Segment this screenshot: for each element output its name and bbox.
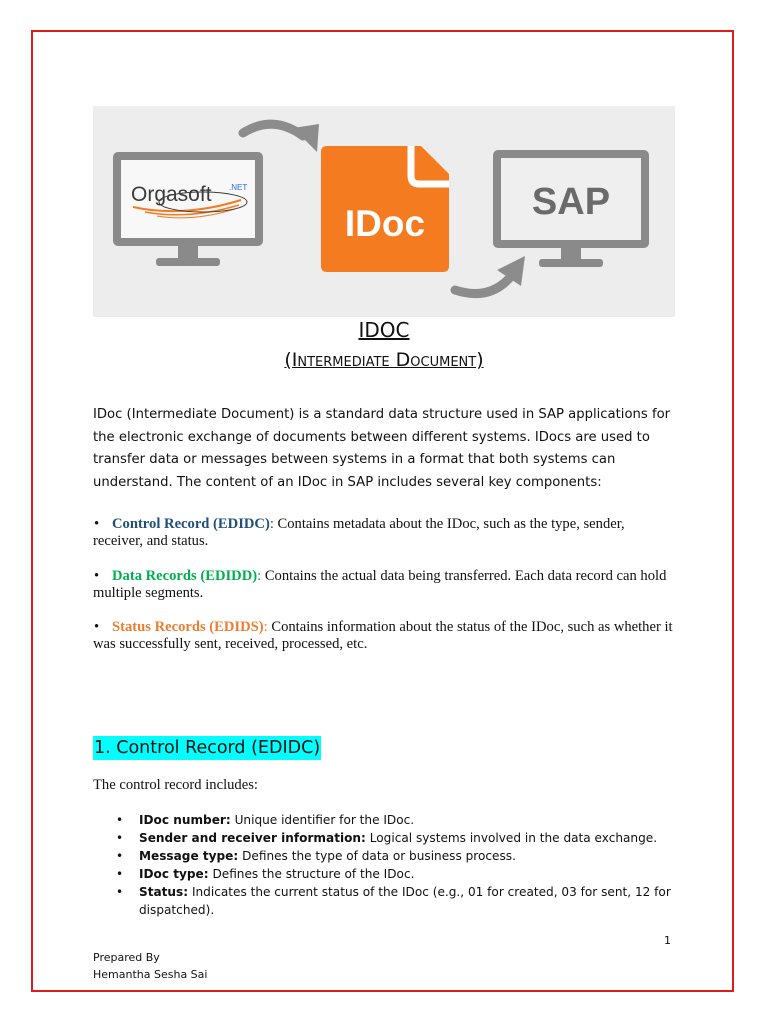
list-item	[116, 811, 676, 829]
item-desc: Defines the structure of the IDoc.	[208, 867, 415, 881]
sap-monitor-icon	[493, 150, 649, 267]
svg-text:Orgasoft: Orgasoft	[131, 183, 212, 206]
list-item	[116, 847, 676, 865]
bullet: •	[94, 568, 100, 584]
page-title: IDOC	[358, 318, 410, 342]
item-sep: :	[203, 867, 209, 881]
item-sep: :	[183, 885, 189, 899]
record-item-control	[93, 516, 673, 550]
record-desc: Contains the actual data being transferred. Each data record can hold multiple segments.	[93, 568, 667, 601]
list-item	[116, 865, 676, 883]
svg-text:IDoc: IDoc	[344, 203, 426, 244]
item-desc: Defines the type of data or business process.	[238, 849, 516, 863]
bullet-icon: •	[116, 849, 124, 863]
bullet-icon: •	[116, 813, 124, 827]
item-sep: :	[233, 849, 239, 863]
bullet-icon: •	[116, 885, 124, 899]
banner-graphic	[93, 106, 675, 317]
item-term: Sender and receiver information	[139, 831, 362, 845]
idoc-file-icon	[321, 146, 449, 272]
record-name: Status Records (EDIDS)	[112, 619, 264, 635]
record-desc: Contains information about the status of the IDoc, such as whether it was successfully sent, received, processed, etc.	[93, 619, 673, 652]
arrow-to-idoc-icon	[243, 124, 319, 152]
bullet-icon: •	[116, 867, 124, 881]
record-item-data	[93, 568, 673, 602]
item-desc: Logical systems involved in the data exchange.	[365, 831, 658, 845]
svg-text:.NET: .NET	[229, 183, 248, 192]
svg-text:SAP: SAP	[531, 181, 611, 223]
section-heading: 1. Control Record (EDIDC)	[94, 738, 321, 758]
bullet: •	[94, 516, 100, 532]
record-item-status	[93, 619, 673, 653]
intro-paragraph: IDoc (Intermediate Document) is a standard data structure used in SAP applications for the electronic exchange of documents between different systems. IDocs are used to transfer data or messages between systems in a format that both systems can understand. The content of an IDoc in SAP includes several key components:	[93, 407, 671, 490]
footer	[93, 949, 207, 983]
record-colon: :	[263, 619, 268, 635]
item-desc: Unique identifier for the IDoc.	[230, 813, 415, 827]
record-name: Control Record (EDIDC)	[112, 516, 270, 532]
list-item	[116, 883, 676, 919]
control-record-list	[116, 811, 676, 919]
item-term: Status	[139, 885, 184, 899]
left-monitor-icon	[113, 152, 263, 266]
item-term: IDoc type	[139, 867, 204, 881]
item-term: IDoc number	[139, 813, 226, 827]
idoc-banner-image	[93, 106, 675, 317]
page-number: 1	[664, 934, 671, 947]
arrow-to-sap-icon	[455, 256, 525, 294]
item-sep: :	[225, 813, 231, 827]
record-desc: Contains metadata about the IDoc, such as the type, sender, receiver, and status.	[93, 516, 625, 549]
record-colon: :	[257, 568, 262, 584]
item-desc: Indicates the current status of the IDoc (e.g., 01 for created, 03 for sent, 12 for dispatched).	[139, 885, 671, 917]
record-name: Data Records (EDIDD)	[112, 568, 258, 584]
footer-prepared-by: Prepared By	[93, 951, 160, 964]
bullet-icon: •	[116, 831, 124, 845]
item-sep: :	[361, 831, 366, 845]
record-colon: :	[269, 516, 274, 532]
footer-author: Hemantha Sesha Sai	[93, 968, 208, 981]
item-term: Message type	[139, 849, 234, 863]
bullet: •	[94, 619, 100, 635]
page-subtitle: (Intermediate Document)	[284, 349, 484, 371]
section-intro: The control record includes:	[93, 777, 258, 793]
list-item	[116, 829, 676, 847]
